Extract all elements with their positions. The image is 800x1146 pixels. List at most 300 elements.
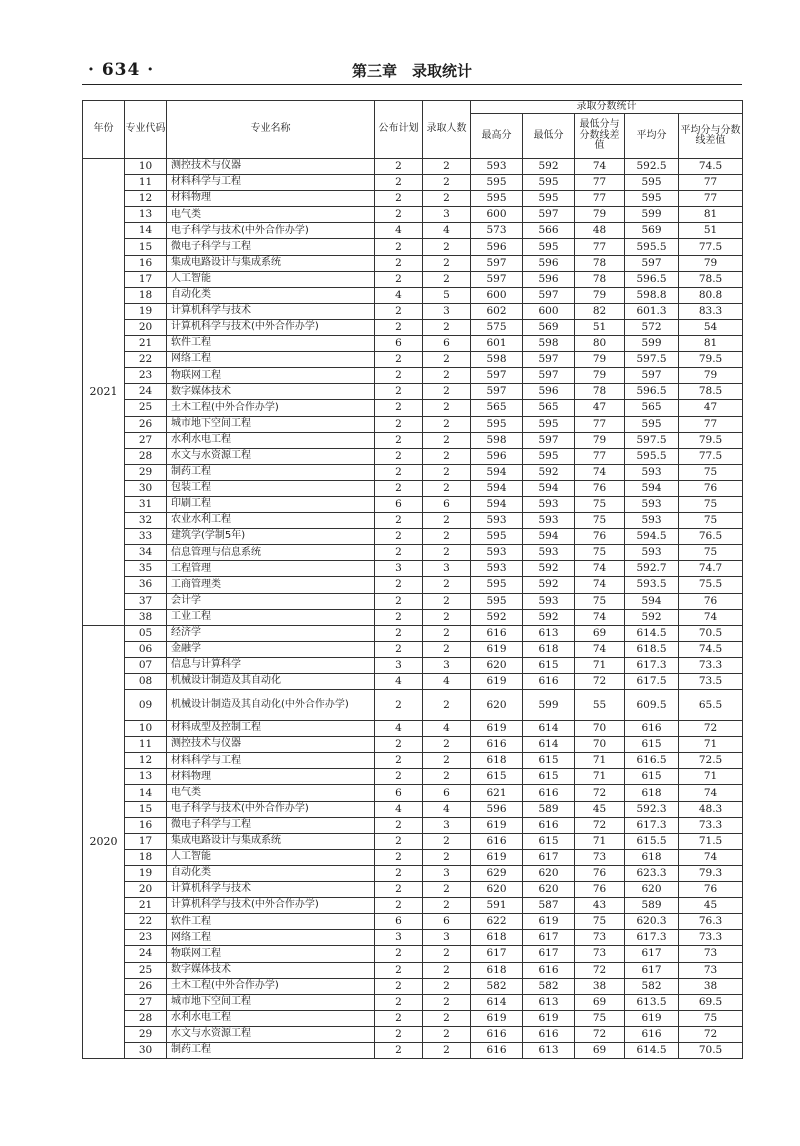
avg-cell: 593 — [625, 464, 679, 480]
avg-cell: 617.5 — [625, 674, 679, 690]
avg-cell: 613.5 — [625, 994, 679, 1010]
max-cell: 614 — [471, 994, 523, 1010]
avg-diff-cell: 45 — [679, 898, 743, 914]
max-cell: 619 — [471, 674, 523, 690]
year-cell: 2021 — [83, 159, 125, 626]
avg-diff-cell: 78.5 — [679, 384, 743, 400]
min-diff-cell: 71 — [575, 769, 625, 785]
avg-cell: 609.5 — [625, 690, 679, 721]
code-cell: 10 — [125, 159, 167, 175]
major-cell: 计算机科学与技术 — [167, 303, 375, 319]
table-row — [83, 882, 743, 898]
max-cell: 601 — [471, 336, 523, 352]
major-cell: 电子科学与技术(中外合作办学) — [167, 223, 375, 239]
plan-cell: 2 — [375, 1026, 423, 1042]
table-row — [83, 561, 743, 577]
table-row — [83, 207, 743, 223]
min-diff-cell: 75 — [575, 496, 625, 512]
major-cell: 微电子科学与工程 — [167, 817, 375, 833]
max-cell: 618 — [471, 753, 523, 769]
max-cell: 597 — [471, 368, 523, 384]
code-cell: 38 — [125, 609, 167, 625]
max-cell: 591 — [471, 898, 523, 914]
min-cell: 597 — [523, 368, 575, 384]
col-header-max: 最高分 — [471, 114, 523, 159]
table-row — [83, 496, 743, 512]
plan-cell: 2 — [375, 159, 423, 175]
min-diff-cell: 79 — [575, 368, 625, 384]
major-cell: 工程管理 — [167, 561, 375, 577]
code-cell: 08 — [125, 674, 167, 690]
table-row — [83, 657, 743, 673]
min-diff-cell: 76 — [575, 480, 625, 496]
max-cell: 593 — [471, 159, 523, 175]
major-cell: 金融学 — [167, 641, 375, 657]
major-cell: 水利水电工程 — [167, 432, 375, 448]
code-cell: 07 — [125, 657, 167, 673]
avg-cell: 595.5 — [625, 239, 679, 255]
max-cell: 616 — [471, 625, 523, 641]
max-cell: 618 — [471, 930, 523, 946]
major-cell: 材料科学与工程 — [167, 753, 375, 769]
code-cell: 19 — [125, 865, 167, 881]
max-cell: 595 — [471, 529, 523, 545]
major-cell: 电气类 — [167, 785, 375, 801]
min-cell: 595 — [523, 239, 575, 255]
avg-cell: 597 — [625, 255, 679, 271]
avg-cell: 620 — [625, 882, 679, 898]
admitted-cell: 2 — [423, 432, 471, 448]
admitted-cell: 2 — [423, 175, 471, 191]
table-row — [83, 368, 743, 384]
min-cell: 593 — [523, 496, 575, 512]
min-cell: 596 — [523, 271, 575, 287]
major-cell: 材料科学与工程 — [167, 175, 375, 191]
admitted-cell: 2 — [423, 577, 471, 593]
table-row — [83, 255, 743, 271]
table-row — [83, 271, 743, 287]
avg-diff-cell: 79 — [679, 368, 743, 384]
major-cell: 材料成型及控制工程 — [167, 721, 375, 737]
plan-cell: 2 — [375, 577, 423, 593]
max-cell: 619 — [471, 641, 523, 657]
table-row — [83, 336, 743, 352]
table-row — [83, 914, 743, 930]
plan-cell: 2 — [375, 962, 423, 978]
min-diff-cell: 74 — [575, 159, 625, 175]
min-cell: 597 — [523, 432, 575, 448]
plan-cell: 6 — [375, 914, 423, 930]
avg-cell: 623.3 — [625, 865, 679, 881]
table-row — [83, 625, 743, 641]
admitted-cell: 2 — [423, 271, 471, 287]
min-diff-cell: 74 — [575, 561, 625, 577]
max-cell: 593 — [471, 545, 523, 561]
code-cell: 22 — [125, 352, 167, 368]
min-cell: 613 — [523, 625, 575, 641]
plan-cell: 6 — [375, 336, 423, 352]
chapter-title: 第三章 录取统计 — [351, 62, 472, 80]
major-cell: 网络工程 — [167, 352, 375, 368]
min-diff-cell: 79 — [575, 432, 625, 448]
min-diff-cell: 76 — [575, 529, 625, 545]
major-cell: 数字媒体技术 — [167, 384, 375, 400]
min-cell: 613 — [523, 1042, 575, 1058]
max-cell: 597 — [471, 255, 523, 271]
avg-cell: 565 — [625, 400, 679, 416]
avg-diff-cell: 75.5 — [679, 577, 743, 593]
avg-diff-cell: 76 — [679, 593, 743, 609]
plan-cell: 2 — [375, 641, 423, 657]
min-diff-cell: 76 — [575, 865, 625, 881]
code-cell: 17 — [125, 271, 167, 287]
min-diff-cell: 75 — [575, 1010, 625, 1026]
min-cell: 615 — [523, 833, 575, 849]
min-diff-cell: 47 — [575, 400, 625, 416]
major-cell: 计算机科学与技术(中外合作办学) — [167, 898, 375, 914]
major-cell: 水利水电工程 — [167, 1010, 375, 1026]
avg-diff-cell: 73.3 — [679, 817, 743, 833]
min-cell: 582 — [523, 978, 575, 994]
min-diff-cell: 71 — [575, 657, 625, 673]
max-cell: 600 — [471, 207, 523, 223]
min-diff-cell: 74 — [575, 577, 625, 593]
avg-cell: 597.5 — [625, 352, 679, 368]
plan-cell: 2 — [375, 368, 423, 384]
code-cell: 33 — [125, 529, 167, 545]
avg-cell: 618.5 — [625, 641, 679, 657]
avg-diff-cell: 77.5 — [679, 239, 743, 255]
max-cell: 594 — [471, 480, 523, 496]
min-diff-cell: 72 — [575, 817, 625, 833]
avg-cell: 617.3 — [625, 930, 679, 946]
avg-cell: 569 — [625, 223, 679, 239]
plan-cell: 2 — [375, 625, 423, 641]
avg-cell: 596.5 — [625, 384, 679, 400]
table-row — [83, 1010, 743, 1026]
admitted-cell: 3 — [423, 817, 471, 833]
code-cell: 25 — [125, 962, 167, 978]
code-cell: 23 — [125, 930, 167, 946]
min-diff-cell: 45 — [575, 801, 625, 817]
plan-cell: 6 — [375, 785, 423, 801]
major-cell: 材料物理 — [167, 769, 375, 785]
avg-diff-cell: 77 — [679, 175, 743, 191]
min-diff-cell: 80 — [575, 336, 625, 352]
min-cell: 614 — [523, 737, 575, 753]
code-cell: 14 — [125, 785, 167, 801]
min-cell: 616 — [523, 785, 575, 801]
table-row — [83, 239, 743, 255]
max-cell: 596 — [471, 239, 523, 255]
code-cell: 11 — [125, 175, 167, 191]
max-cell: 597 — [471, 384, 523, 400]
admission-table — [82, 100, 743, 1059]
avg-diff-cell: 77 — [679, 416, 743, 432]
code-cell: 24 — [125, 384, 167, 400]
max-cell: 597 — [471, 271, 523, 287]
plan-cell: 2 — [375, 1010, 423, 1026]
admitted-cell: 3 — [423, 930, 471, 946]
max-cell: 598 — [471, 352, 523, 368]
min-cell: 618 — [523, 641, 575, 657]
admitted-cell: 2 — [423, 898, 471, 914]
table-row — [83, 159, 743, 175]
avg-cell: 617.3 — [625, 817, 679, 833]
min-cell: 617 — [523, 849, 575, 865]
table-row — [83, 737, 743, 753]
major-cell: 自动化类 — [167, 287, 375, 303]
major-cell: 城市地下空间工程 — [167, 416, 375, 432]
admitted-cell: 2 — [423, 833, 471, 849]
avg-diff-cell: 72 — [679, 1026, 743, 1042]
major-cell: 自动化类 — [167, 865, 375, 881]
plan-cell: 2 — [375, 898, 423, 914]
plan-cell: 2 — [375, 303, 423, 319]
code-cell: 21 — [125, 336, 167, 352]
table-row — [83, 1026, 743, 1042]
avg-diff-cell: 74 — [679, 785, 743, 801]
major-cell: 城市地下空间工程 — [167, 994, 375, 1010]
code-cell: 12 — [125, 753, 167, 769]
min-diff-cell: 74 — [575, 609, 625, 625]
max-cell: 593 — [471, 561, 523, 577]
plan-cell: 2 — [375, 882, 423, 898]
avg-cell: 592.3 — [625, 801, 679, 817]
table-row — [83, 721, 743, 737]
min-cell: 595 — [523, 175, 575, 191]
min-cell: 594 — [523, 480, 575, 496]
code-cell: 28 — [125, 1010, 167, 1026]
min-diff-cell: 77 — [575, 191, 625, 207]
max-cell: 593 — [471, 513, 523, 529]
code-cell: 29 — [125, 464, 167, 480]
major-cell: 软件工程 — [167, 336, 375, 352]
min-diff-cell: 82 — [575, 303, 625, 319]
plan-cell: 2 — [375, 769, 423, 785]
col-header-avg: 平均分 — [625, 114, 679, 159]
table-row — [83, 978, 743, 994]
avg-diff-cell: 54 — [679, 319, 743, 335]
min-cell: 619 — [523, 914, 575, 930]
table-row — [83, 352, 743, 368]
admitted-cell: 2 — [423, 769, 471, 785]
avg-cell: 595.5 — [625, 448, 679, 464]
admitted-cell: 6 — [423, 336, 471, 352]
table-row — [83, 175, 743, 191]
code-cell: 11 — [125, 737, 167, 753]
major-cell: 人工智能 — [167, 849, 375, 865]
min-cell: 593 — [523, 545, 575, 561]
avg-cell: 589 — [625, 898, 679, 914]
max-cell: 619 — [471, 1010, 523, 1026]
code-cell: 17 — [125, 833, 167, 849]
min-cell: 616 — [523, 962, 575, 978]
major-cell: 网络工程 — [167, 930, 375, 946]
max-cell: 629 — [471, 865, 523, 881]
table-row — [83, 191, 743, 207]
min-cell: 592 — [523, 577, 575, 593]
avg-diff-cell: 83.3 — [679, 303, 743, 319]
code-cell: 09 — [125, 690, 167, 721]
avg-diff-cell: 47 — [679, 400, 743, 416]
plan-cell: 4 — [375, 801, 423, 817]
min-cell: 615 — [523, 769, 575, 785]
table-row — [83, 801, 743, 817]
code-cell: 37 — [125, 593, 167, 609]
max-cell: 619 — [471, 721, 523, 737]
code-cell: 16 — [125, 817, 167, 833]
max-cell: 619 — [471, 817, 523, 833]
plan-cell: 2 — [375, 817, 423, 833]
min-diff-cell: 79 — [575, 287, 625, 303]
avg-diff-cell: 71 — [679, 737, 743, 753]
avg-diff-cell: 78.5 — [679, 271, 743, 287]
admitted-cell: 3 — [423, 657, 471, 673]
avg-diff-cell: 76 — [679, 882, 743, 898]
avg-diff-cell: 48.3 — [679, 801, 743, 817]
table-row — [83, 432, 743, 448]
major-cell: 计算机科学与技术 — [167, 882, 375, 898]
major-cell: 物联网工程 — [167, 946, 375, 962]
min-cell: 592 — [523, 561, 575, 577]
col-header-min: 最低分 — [523, 114, 575, 159]
table-row — [83, 448, 743, 464]
code-cell: 13 — [125, 207, 167, 223]
code-cell: 20 — [125, 882, 167, 898]
min-diff-cell: 69 — [575, 625, 625, 641]
table-row — [83, 641, 743, 657]
min-diff-cell: 55 — [575, 690, 625, 721]
admitted-cell: 2 — [423, 400, 471, 416]
min-cell: 592 — [523, 159, 575, 175]
plan-cell: 2 — [375, 609, 423, 625]
avg-cell: 614.5 — [625, 625, 679, 641]
code-cell: 10 — [125, 721, 167, 737]
min-diff-cell: 73 — [575, 930, 625, 946]
avg-cell: 615.5 — [625, 833, 679, 849]
admitted-cell: 4 — [423, 801, 471, 817]
table-row — [83, 287, 743, 303]
major-cell: 材料物理 — [167, 191, 375, 207]
avg-diff-cell: 79.5 — [679, 352, 743, 368]
min-diff-cell: 79 — [575, 207, 625, 223]
max-cell: 618 — [471, 962, 523, 978]
table-row — [83, 609, 743, 625]
min-diff-cell: 75 — [575, 914, 625, 930]
min-cell: 589 — [523, 801, 575, 817]
min-cell: 620 — [523, 882, 575, 898]
admitted-cell: 2 — [423, 849, 471, 865]
admitted-cell: 2 — [423, 416, 471, 432]
min-diff-cell: 73 — [575, 849, 625, 865]
code-cell: 30 — [125, 480, 167, 496]
major-cell: 制药工程 — [167, 1042, 375, 1058]
avg-cell: 616.5 — [625, 753, 679, 769]
plan-cell: 2 — [375, 593, 423, 609]
max-cell: 595 — [471, 175, 523, 191]
avg-cell: 616 — [625, 721, 679, 737]
avg-cell: 614.5 — [625, 1042, 679, 1058]
min-cell: 600 — [523, 303, 575, 319]
major-cell: 信息与计算科学 — [167, 657, 375, 673]
major-cell: 物联网工程 — [167, 368, 375, 384]
major-cell: 人工智能 — [167, 271, 375, 287]
avg-diff-cell: 76.3 — [679, 914, 743, 930]
plan-cell: 2 — [375, 432, 423, 448]
max-cell: 619 — [471, 849, 523, 865]
admitted-cell: 4 — [423, 721, 471, 737]
min-diff-cell: 73 — [575, 946, 625, 962]
min-cell: 593 — [523, 513, 575, 529]
max-cell: 620 — [471, 882, 523, 898]
min-cell: 594 — [523, 529, 575, 545]
code-cell: 14 — [125, 223, 167, 239]
min-diff-cell: 72 — [575, 785, 625, 801]
avg-cell: 594 — [625, 593, 679, 609]
min-diff-cell: 77 — [575, 448, 625, 464]
avg-cell: 572 — [625, 319, 679, 335]
table-row — [83, 769, 743, 785]
table-row — [83, 946, 743, 962]
table-row — [83, 400, 743, 416]
code-cell: 16 — [125, 255, 167, 271]
page-header — [82, 58, 742, 84]
plan-cell: 2 — [375, 416, 423, 432]
table-body — [83, 159, 743, 1059]
code-cell: 25 — [125, 400, 167, 416]
avg-diff-cell: 72.5 — [679, 753, 743, 769]
min-cell: 619 — [523, 1010, 575, 1026]
header-rule — [82, 84, 742, 85]
max-cell: 595 — [471, 191, 523, 207]
max-cell: 573 — [471, 223, 523, 239]
plan-cell: 2 — [375, 400, 423, 416]
admitted-cell: 4 — [423, 674, 471, 690]
min-cell: 596 — [523, 255, 575, 271]
admitted-cell: 2 — [423, 464, 471, 480]
code-cell: 12 — [125, 191, 167, 207]
admitted-cell: 2 — [423, 690, 471, 721]
table-row — [83, 674, 743, 690]
admitted-cell: 2 — [423, 609, 471, 625]
table-row — [83, 480, 743, 496]
col-header-major: 专业名称 — [167, 101, 375, 159]
admitted-cell: 2 — [423, 352, 471, 368]
col-header-admitted: 录取人数 — [423, 101, 471, 159]
max-cell: 616 — [471, 1026, 523, 1042]
admitted-cell: 3 — [423, 561, 471, 577]
avg-cell: 595 — [625, 175, 679, 191]
avg-cell: 620.3 — [625, 914, 679, 930]
min-cell: 617 — [523, 946, 575, 962]
admitted-cell: 2 — [423, 448, 471, 464]
table-row — [83, 529, 743, 545]
min-cell: 615 — [523, 753, 575, 769]
admitted-cell: 6 — [423, 496, 471, 512]
admitted-cell: 6 — [423, 785, 471, 801]
table-row — [83, 223, 743, 239]
avg-diff-cell: 70.5 — [679, 1042, 743, 1058]
major-cell: 数字媒体技术 — [167, 962, 375, 978]
code-cell: 05 — [125, 625, 167, 641]
plan-cell: 2 — [375, 513, 423, 529]
min-diff-cell: 72 — [575, 1026, 625, 1042]
code-cell: 27 — [125, 432, 167, 448]
avg-diff-cell: 74.5 — [679, 159, 743, 175]
avg-cell: 616 — [625, 1026, 679, 1042]
table-row — [83, 384, 743, 400]
